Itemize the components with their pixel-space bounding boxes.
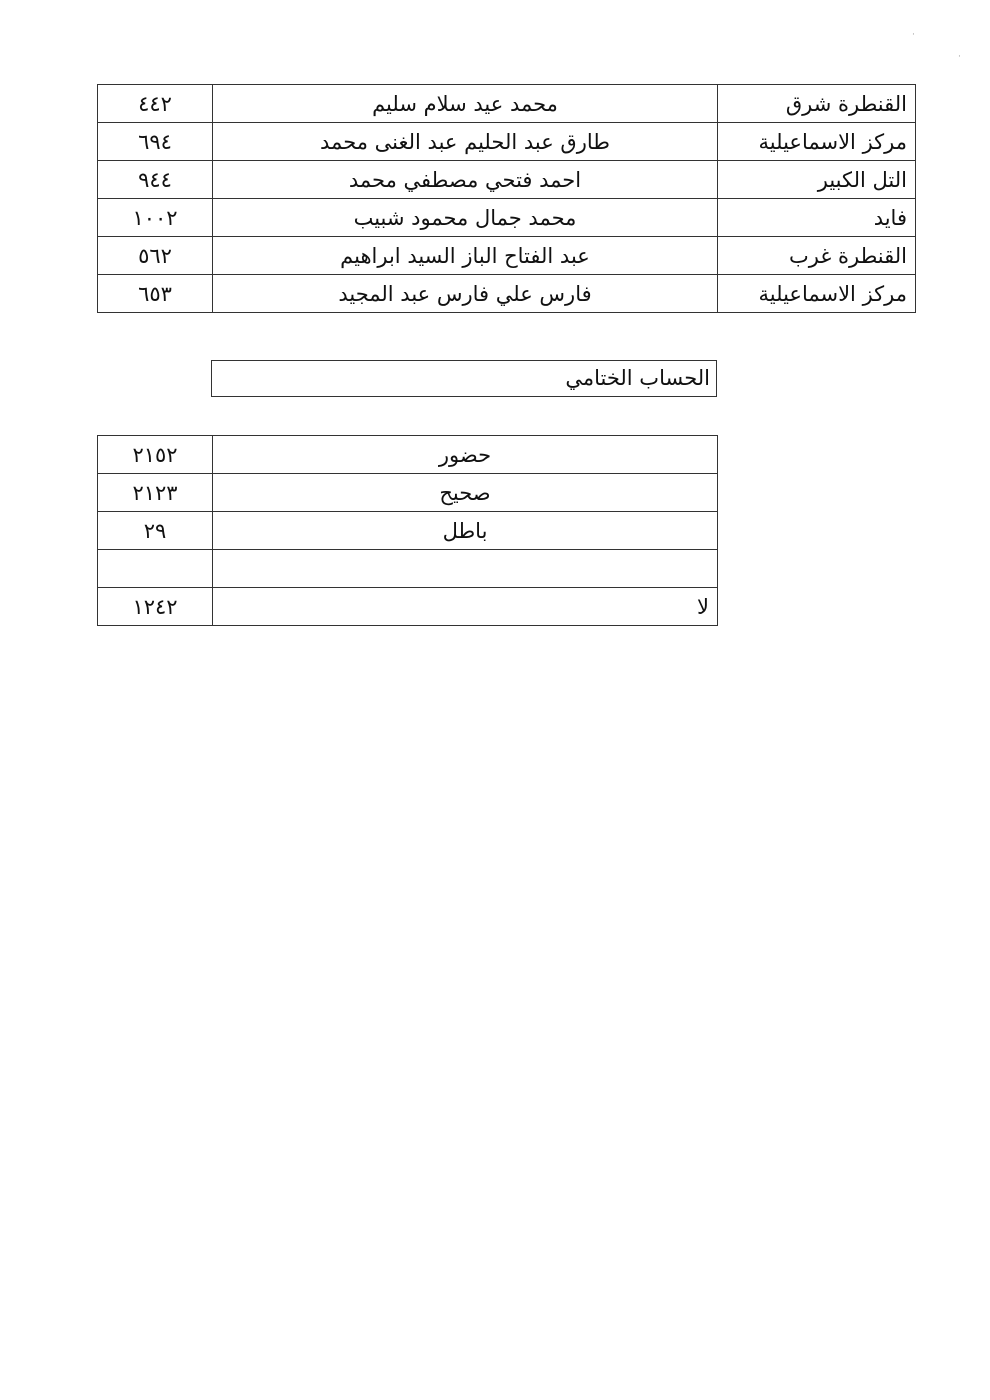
- candidate-name-cell: محمد عيد سلام سليم: [213, 85, 718, 123]
- final-value-cell: ٢١٢٣: [98, 474, 213, 512]
- area-cell: التل الكبير: [718, 161, 916, 199]
- table-row: [98, 237, 916, 275]
- area-cell: مركز الاسماعيلية: [718, 123, 916, 161]
- candidate-name-cell: طارق عبد الحليم عبد الغنى محمد: [213, 123, 718, 161]
- scan-speck: ·: [958, 52, 961, 62]
- final-label-cell: [213, 550, 718, 588]
- final-account-heading: الحساب الختامي: [211, 360, 717, 397]
- candidate-name-cell: عبد الفتاح الباز السيد ابراهيم: [213, 237, 718, 275]
- area-cell: مركز الاسماعيلية: [718, 275, 916, 313]
- final-label-cell: لا: [213, 588, 718, 626]
- table-row: [98, 588, 718, 626]
- table-row: [98, 436, 718, 474]
- area-cell: القنطرة غرب: [718, 237, 916, 275]
- votes-cell: ١٠٠٢: [98, 199, 213, 237]
- scan-speck: ·: [912, 30, 915, 40]
- candidate-name-cell: فارس علي فارس عبد المجيد: [213, 275, 718, 313]
- votes-cell: ٩٤٤: [98, 161, 213, 199]
- area-cell: القنطرة شرق: [718, 85, 916, 123]
- table-row: [98, 550, 718, 588]
- candidate-name-cell: احمد فتحي مصطفي محمد: [213, 161, 718, 199]
- votes-cell: ٤٤٢: [98, 85, 213, 123]
- table-row: [98, 275, 916, 313]
- final-label-cell: صحيح: [213, 474, 718, 512]
- final-value-cell: [98, 550, 213, 588]
- table-row: [98, 199, 916, 237]
- candidate-name-cell: محمد جمال محمود شبيب: [213, 199, 718, 237]
- candidates-table: [97, 84, 916, 313]
- votes-cell: ٦٩٤: [98, 123, 213, 161]
- table-row: [98, 85, 916, 123]
- final-value-cell: ٢١٥٢: [98, 436, 213, 474]
- table-row: [98, 512, 718, 550]
- votes-cell: ٥٦٢: [98, 237, 213, 275]
- table-row: [98, 161, 916, 199]
- final-value-cell: ٢٩: [98, 512, 213, 550]
- votes-cell: ٦٥٣: [98, 275, 213, 313]
- final-label-cell: باطل: [213, 512, 718, 550]
- final-label-cell: حضور: [213, 436, 718, 474]
- table-row: [98, 123, 916, 161]
- area-cell: فايد: [718, 199, 916, 237]
- final-value-cell: ١٢٤٢: [98, 588, 213, 626]
- table-row: [98, 474, 718, 512]
- final-account-table: [97, 435, 718, 626]
